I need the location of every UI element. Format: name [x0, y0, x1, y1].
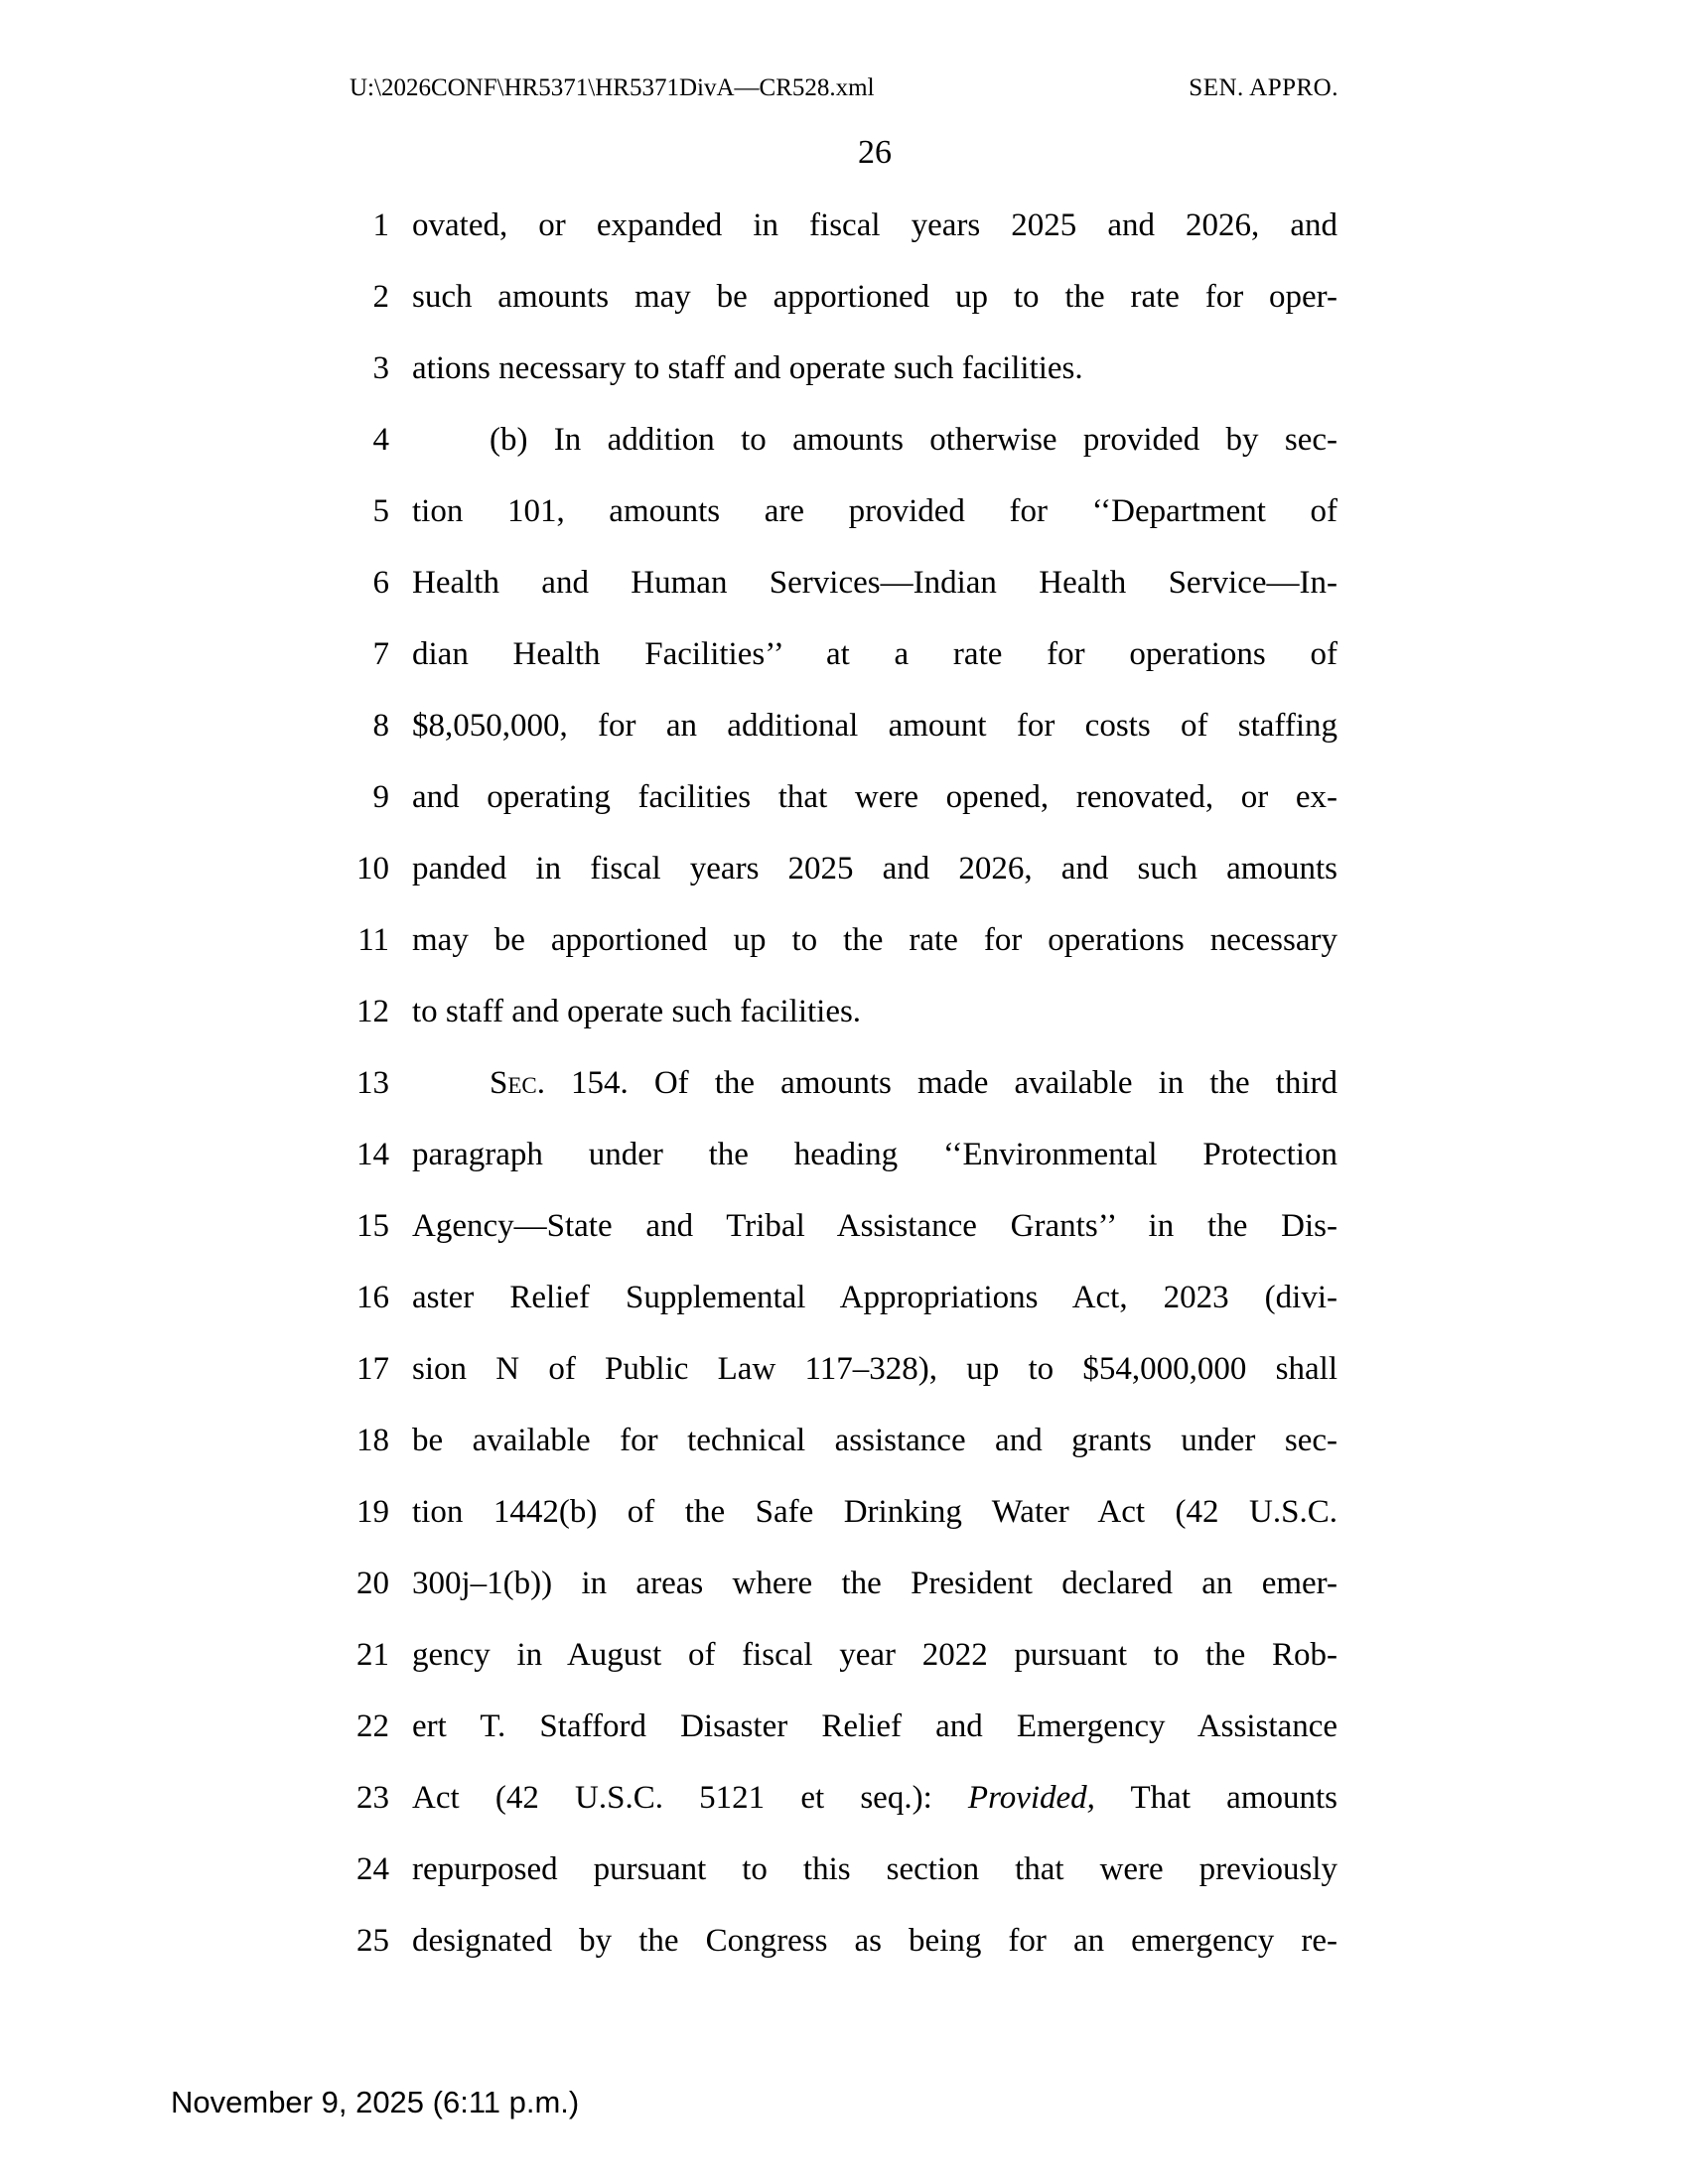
bill-line [350, 1047, 1338, 1119]
line-text [412, 1333, 1337, 1405]
bill-text-body [350, 190, 1338, 1977]
text-run: repurposed pursuant to this section that were previously [412, 1851, 1337, 1887]
line-number: 5 [372, 493, 389, 529]
line-number: 14 [356, 1137, 389, 1172]
line-number: 1 [372, 207, 389, 243]
bill-line [350, 333, 1338, 404]
bill-line [350, 1119, 1338, 1190]
line-number: 3 [372, 350, 389, 386]
bill-line [350, 618, 1338, 690]
bill-line [350, 833, 1338, 904]
text-run: $8,050,000, for an additional amount for costs of staffing [412, 708, 1337, 744]
page-header [350, 73, 1338, 102]
page-number: 26 [858, 134, 892, 171]
line-number: 18 [356, 1423, 389, 1458]
bill-line [350, 1333, 1338, 1405]
line-text [412, 833, 1337, 904]
bill-line [350, 190, 1338, 261]
text-run: dian Health Facilities’’ at a rate for operations of [412, 636, 1337, 672]
footer-timestamp: November 9, 2025 (6:11 p.m.) [171, 2085, 580, 2119]
line-text [412, 261, 1337, 333]
text-run: may be apportioned up to the rate for operations necessary [412, 922, 1337, 958]
text-run: and operating facilities that were opened, renovated, or ex- [412, 779, 1337, 815]
line-text [412, 547, 1337, 618]
line-text [412, 976, 1337, 1047]
bill-line [350, 904, 1338, 976]
bill-line [350, 761, 1338, 833]
text-run: ations necessary to staff and operate such facilities. [412, 350, 1083, 386]
line-text [412, 404, 1337, 476]
line-number: 25 [356, 1923, 389, 1959]
line-number: 24 [356, 1851, 389, 1887]
text-run: Agency—State and Tribal Assistance Grants’’ in the Dis- [412, 1208, 1337, 1244]
text-run: paragraph under the heading ‘‘Environmental Protection [412, 1137, 1337, 1172]
bill-line [350, 547, 1338, 618]
line-text [412, 1047, 1337, 1119]
line-text [412, 1762, 1337, 1834]
smallcaps-text-run: Sec. [490, 1065, 545, 1101]
line-number: 23 [356, 1780, 389, 1816]
line-text [412, 1905, 1337, 1977]
line-text [412, 618, 1337, 690]
italic-text-run: Provided, [967, 1780, 1095, 1816]
bill-line [350, 1262, 1338, 1333]
line-text [412, 1476, 1337, 1548]
bill-line [350, 1905, 1338, 1977]
line-number: 9 [372, 779, 389, 815]
line-number: 17 [356, 1351, 389, 1387]
line-number: 16 [356, 1280, 389, 1315]
line-text [412, 1834, 1337, 1905]
bill-line [350, 1834, 1338, 1905]
line-number: 15 [356, 1208, 389, 1244]
text-run: designated by the Congress as being for an emergency re- [412, 1923, 1337, 1959]
line-number: 10 [356, 851, 389, 887]
bill-line [350, 476, 1338, 547]
line-text [412, 1691, 1337, 1762]
line-text [412, 1405, 1337, 1476]
text-run: 300j–1(b)) in areas where the President declared an emer- [412, 1566, 1337, 1601]
text-run: tion 1442(b) of the Safe Drinking Water Act (42 U.S.C. [412, 1494, 1337, 1530]
line-number: 2 [372, 279, 389, 315]
bill-line [350, 1190, 1338, 1262]
line-text [412, 1190, 1337, 1262]
line-number: 22 [356, 1708, 389, 1744]
header-file-path: U:\2026CONF\HR5371\HR5371DivA—CR528.xml [350, 74, 875, 101]
line-text [412, 190, 1337, 261]
bill-line [350, 1691, 1338, 1762]
bill-line [350, 404, 1338, 476]
text-run: tion 101, amounts are provided for ‘‘Department of [412, 493, 1337, 529]
bill-line [350, 976, 1338, 1047]
line-number: 19 [356, 1494, 389, 1530]
header-committee-label: SEN. APPRO. [1189, 74, 1338, 101]
text-run: ert T. Stafford Disaster Relief and Emergency Assistance [412, 1708, 1337, 1744]
line-number: 4 [372, 422, 389, 458]
line-text [412, 761, 1337, 833]
line-text [412, 1619, 1337, 1691]
line-number: 11 [357, 922, 389, 958]
bill-line [350, 1762, 1338, 1834]
line-number: 6 [372, 565, 389, 601]
text-run: be available for technical assistance and grants under sec- [412, 1423, 1337, 1458]
text-run: Health and Human Services—Indian Health Service—In- [412, 565, 1337, 601]
bill-line [350, 261, 1338, 333]
line-text [412, 333, 1337, 404]
line-text [412, 476, 1337, 547]
text-run: to staff and operate such facilities. [412, 994, 862, 1029]
line-number: 7 [372, 636, 389, 672]
bill-line [350, 1476, 1338, 1548]
line-text [412, 1548, 1337, 1619]
line-text [412, 690, 1337, 761]
line-number: 8 [372, 708, 389, 744]
text-run: panded in fiscal years 2025 and 2026, and such amounts [412, 851, 1337, 887]
line-number: 13 [356, 1065, 389, 1101]
text-run: (b) In addition to amounts otherwise provided by sec- [490, 422, 1337, 458]
line-text [412, 904, 1337, 976]
text-run: sion N of Public Law 117–328), up to $54,000,000 shall [412, 1351, 1337, 1387]
text-run: gency in August of fiscal year 2022 pursuant to the Rob- [412, 1637, 1337, 1673]
line-text [412, 1262, 1337, 1333]
text-run: such amounts may be apportioned up to the rate for oper- [412, 279, 1337, 315]
bill-line [350, 690, 1338, 761]
bill-line [350, 1405, 1338, 1476]
line-number: 12 [356, 994, 389, 1029]
text-run: That amounts [1094, 1780, 1337, 1816]
line-number: 20 [356, 1566, 389, 1601]
text-run: 154. Of the amounts made available in the third [545, 1065, 1337, 1101]
bill-line [350, 1548, 1338, 1619]
text-run: ovated, or expanded in fiscal years 2025 and 2026, and [412, 207, 1337, 243]
text-run: aster Relief Supplemental Appropriations Act, 2023 (divi- [412, 1280, 1337, 1315]
line-number: 21 [356, 1637, 389, 1673]
text-run: Act (42 U.S.C. 5121 et seq.): [412, 1780, 968, 1816]
bill-line [350, 1619, 1338, 1691]
line-text [412, 1119, 1337, 1190]
